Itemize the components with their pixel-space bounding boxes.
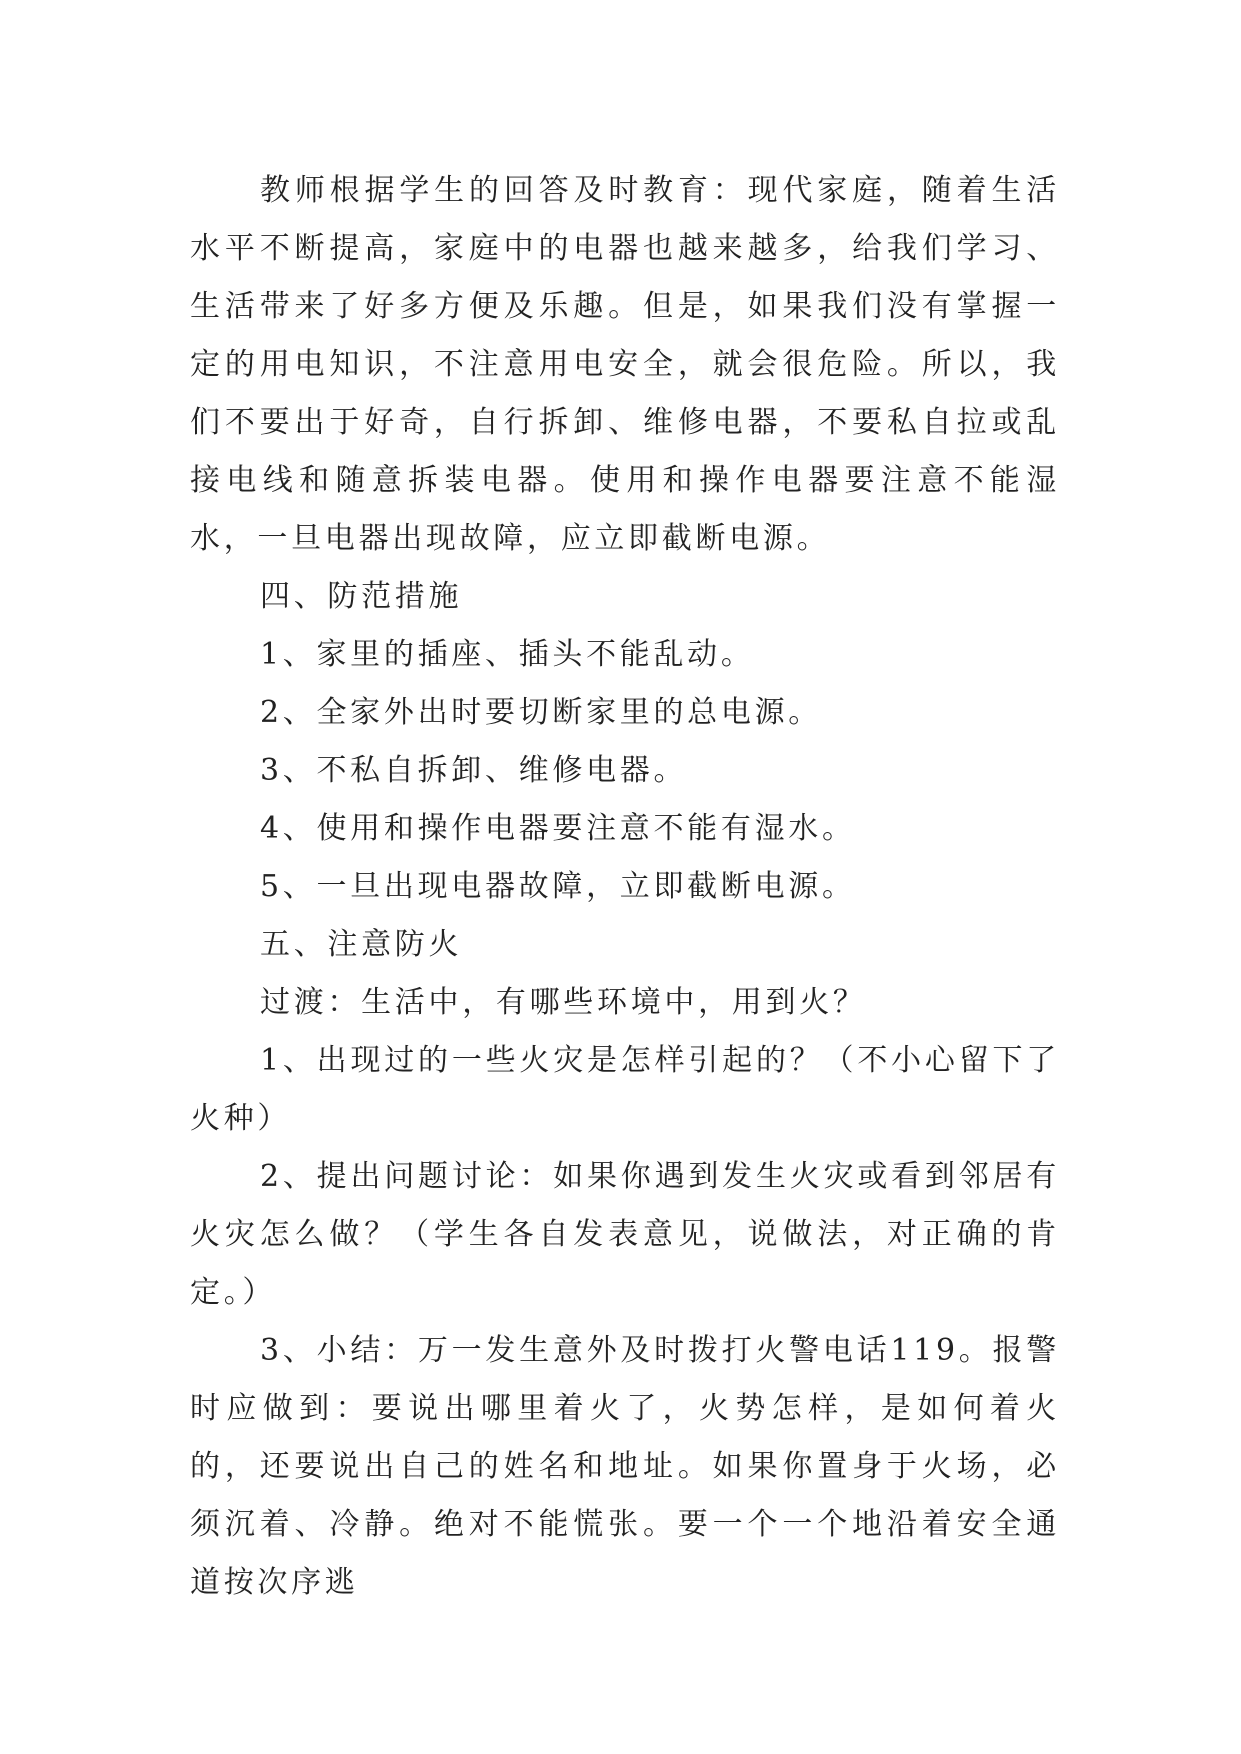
heading-fire-safety: 五、注意防火 <box>260 927 463 962</box>
document-body <box>190 162 1060 1612</box>
list-item-sockets: 1、家里的插座、插头不能乱动。 <box>260 637 755 672</box>
paragraph-discussion: 2、提出问题讨论：如果你遇到发生火灾或看到邻居有火灾怎么做？（学生各自发表意见，说做法，对正确的肯定。） <box>190 1159 1060 1310</box>
list-item-no-water: 4、使用和操作电器要注意不能有湿水。 <box>260 811 856 846</box>
list-item-main-power: 2、全家外出时要切断家里的总电源。 <box>260 695 822 730</box>
paragraph-fire-causes: 1、出现过的一些火灾是怎样引起的？（不小心留下了火种） <box>190 1043 1060 1136</box>
paragraph-teacher-education: 教师根据学生的回答及时教育：现代家庭，随着生活水平不断提高，家庭中的电器也越来越多，给我们学习、生活带来了好多方便及乐趣。但是，如果我们没有掌握一定的用电知识，不注意用电安全，就会很危险。所以，我们不要出于好奇，自行拆卸、维修电器，不要私自拉或乱接电线和随意拆装电器。使用和操作电器要注意不能湿水，一旦电器出现故障，应立即截断电源。 <box>190 173 1060 556</box>
paragraph-transition: 过渡：生活中，有哪些环境中，用到火？ <box>260 985 867 1020</box>
list-item-no-disassembly: 3、不私自拆卸、维修电器。 <box>260 753 688 788</box>
list-item-cut-power: 5、一旦出现电器故障，立即截断电源。 <box>260 869 856 904</box>
heading-prevention-measures: 四、防范措施 <box>260 579 463 614</box>
paragraph-summary: 3、小结：万一发生意外及时拨打火警电话119。报警时应做到：要说出哪里着火了，火势怎样，是如何着火的，还要说出自己的姓名和地址。如果你置身于火场，必须沉着、冷静。绝对不能慌张。要一个一个地沿着安全通道按次序逃 <box>190 1333 1060 1600</box>
